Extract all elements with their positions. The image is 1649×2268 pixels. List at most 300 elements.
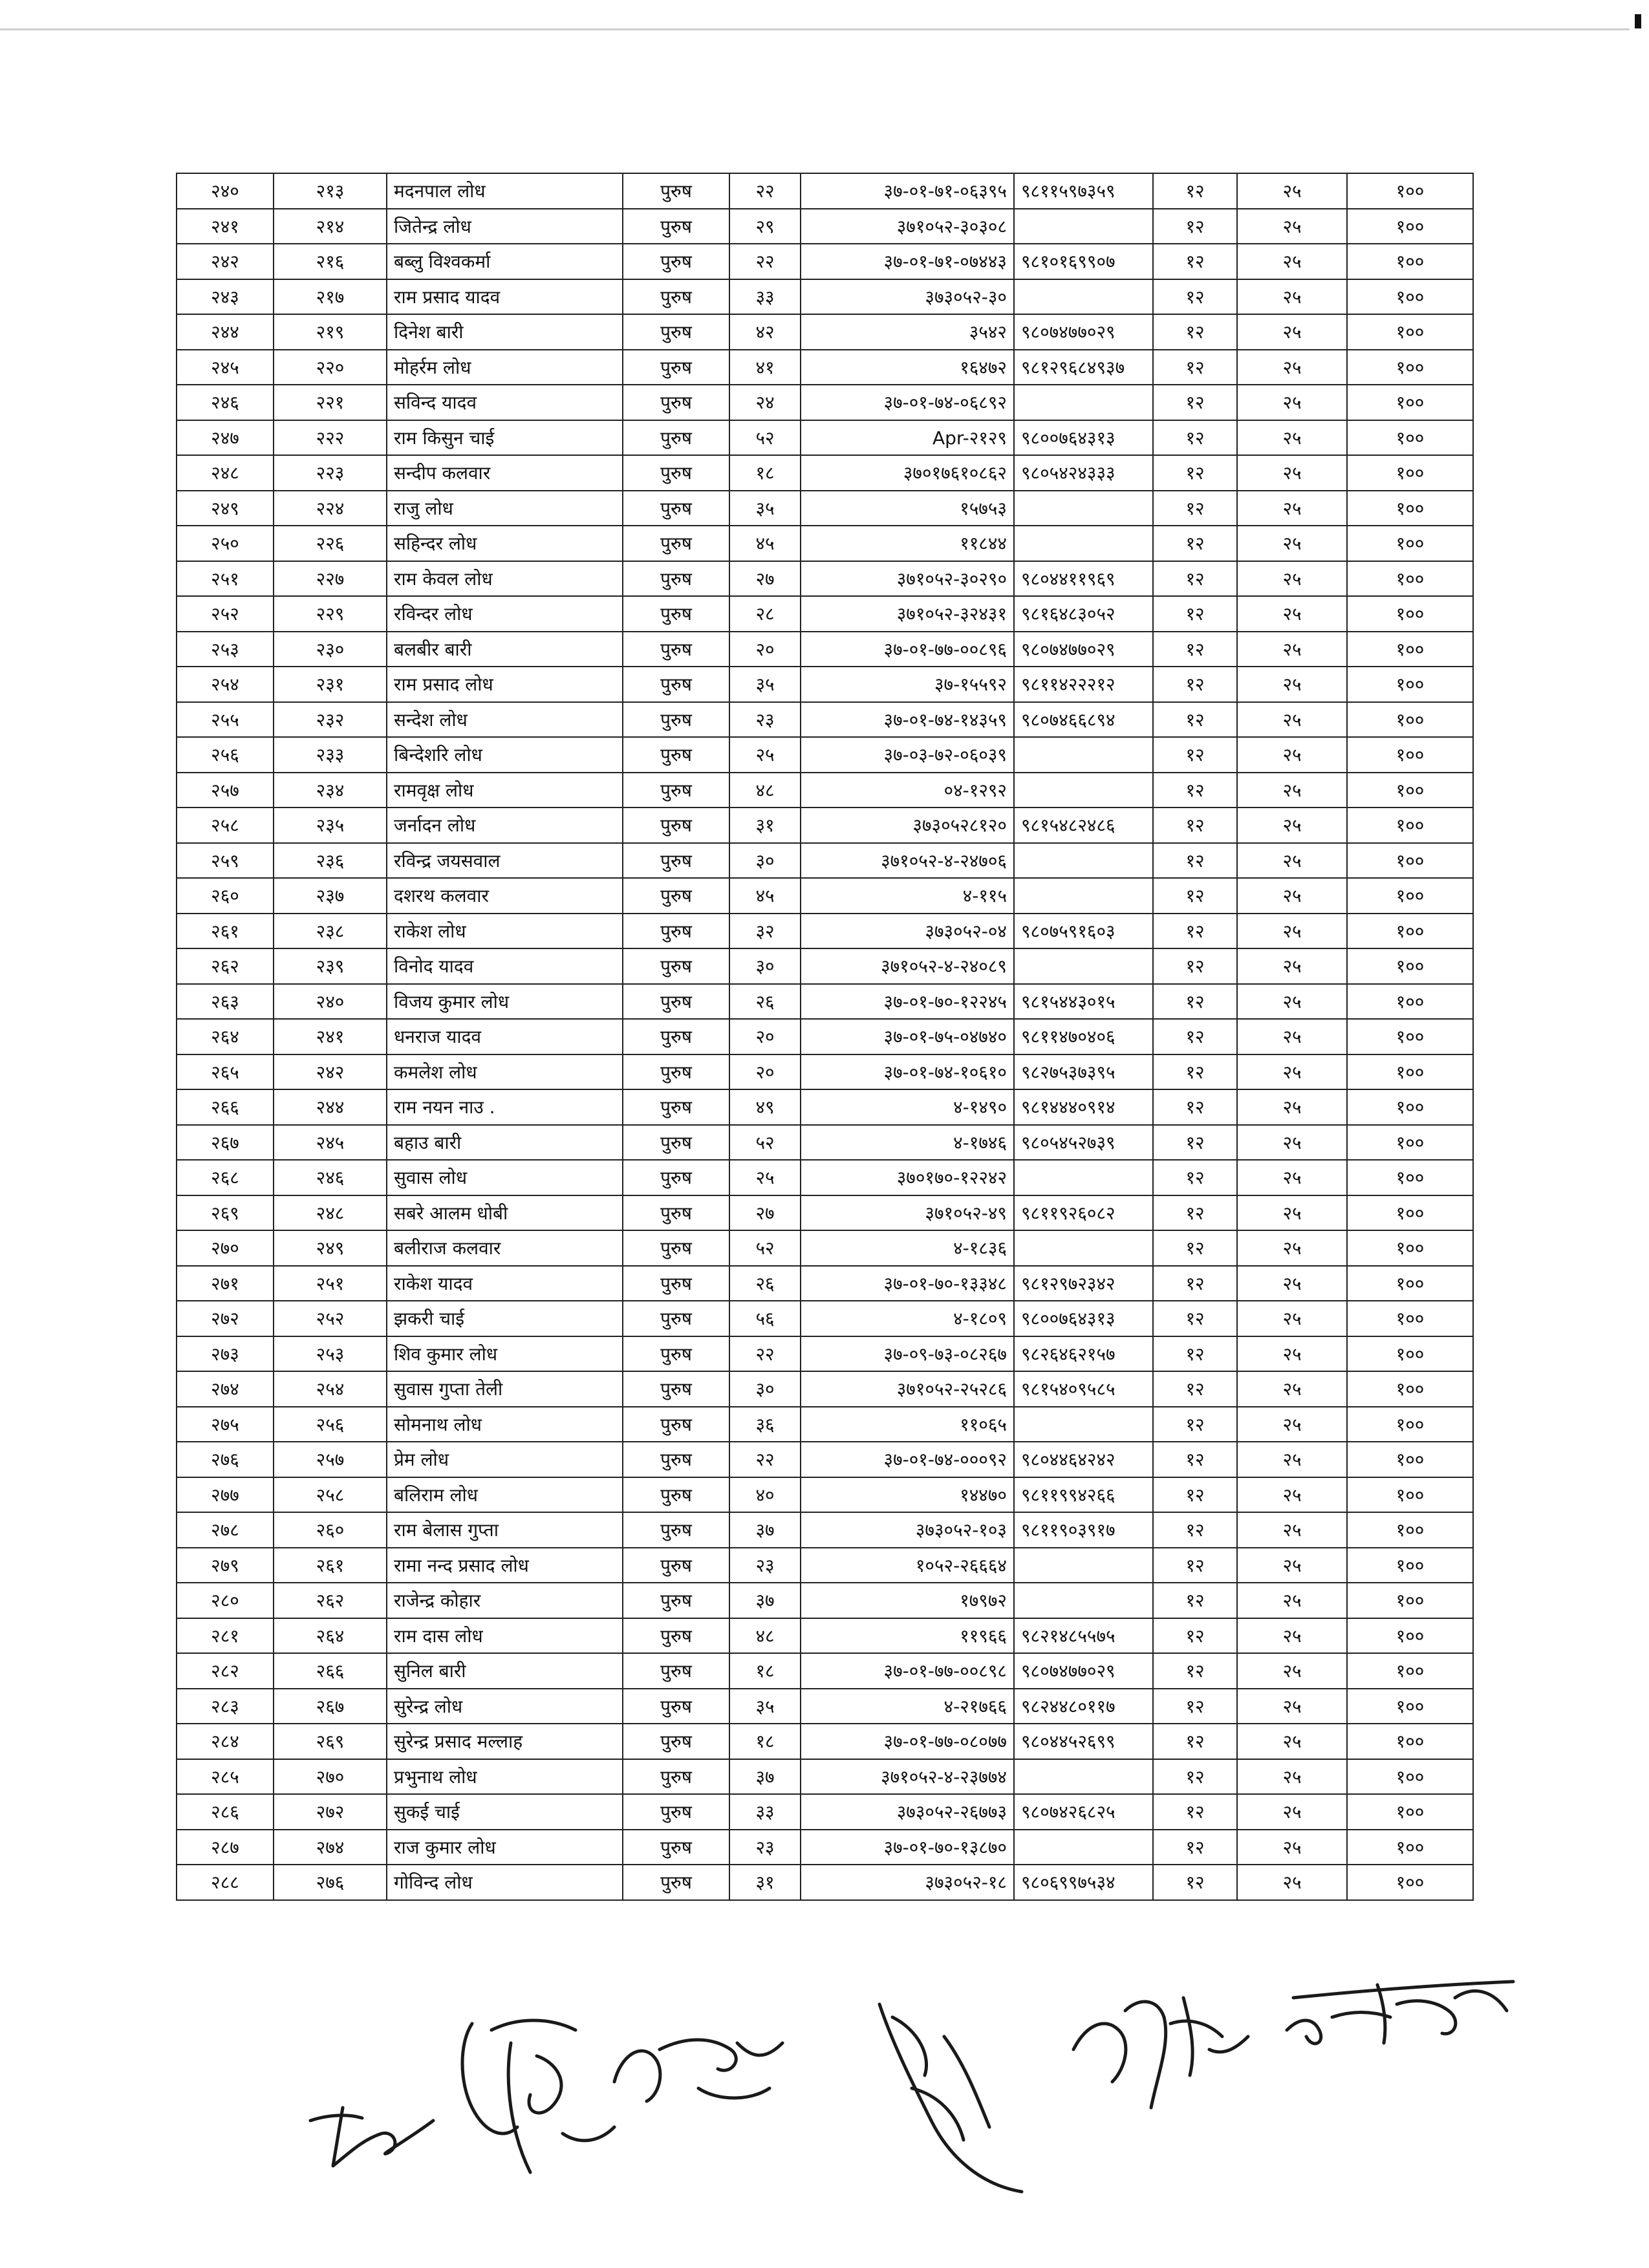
table-row [177,350,1473,385]
phone-number-cell: ९८२७५३७३९५ [1014,1054,1153,1090]
phone-number-cell: ९८०७४६६८९४ [1014,702,1153,738]
page-corner-mark [1635,14,1641,28]
value-1-cell: १२ [1153,737,1237,773]
gender-cell: पुरुष [623,1724,729,1759]
id-number-cell: २३३ [274,737,387,773]
name-cell: राम केवल लोध [387,561,623,597]
citizenship-number-cell: ३७-०१-७७-०८०७७ [801,1724,1014,1759]
table-row [177,244,1473,279]
amount-cell: १०० [1347,314,1473,350]
gender-cell: पुरुष [623,1371,729,1407]
amount-cell: १०० [1347,808,1473,843]
phone-number-cell: ९८१०१६९९०७ [1014,244,1153,279]
table-row [177,1548,1473,1583]
serial-number-cell: २५० [177,526,274,561]
gender-cell: पुरुष [623,209,729,244]
phone-number-cell [1014,1160,1153,1195]
value-2-cell: २५ [1237,596,1347,632]
age-cell: २२ [729,173,801,209]
id-number-cell: २५१ [274,1266,387,1301]
id-number-cell: २३६ [274,843,387,879]
citizenship-number-cell: ३७१०५२-३२४३१ [801,596,1014,632]
id-number-cell: २४६ [274,1160,387,1195]
value-2-cell: २५ [1237,632,1347,667]
gender-cell: पुरुष [623,1301,729,1336]
serial-number-cell: २६५ [177,1054,274,1090]
gender-cell: पुरुष [623,1442,729,1477]
value-1-cell: १२ [1153,1054,1237,1090]
id-number-cell: २३१ [274,667,387,702]
name-cell: बलीराज कलवार [387,1230,623,1266]
serial-number-cell: २७४ [177,1371,274,1407]
table-row [177,596,1473,632]
name-cell: सबरे आलम धोबी [387,1195,623,1231]
value-1-cell: १२ [1153,173,1237,209]
gender-cell: पुरुष [623,808,729,843]
value-1-cell: १२ [1153,1019,1237,1054]
amount-cell: १०० [1347,984,1473,1020]
age-cell: २८ [729,596,801,632]
serial-number-cell: २५२ [177,596,274,632]
phone-number-cell [1014,948,1153,984]
serial-number-cell: २६९ [177,1195,274,1231]
age-cell: २६ [729,1266,801,1301]
value-1-cell: १२ [1153,1865,1237,1900]
citizenship-number-cell: ४-१८३६ [801,1230,1014,1266]
amount-cell: १०० [1347,1689,1473,1724]
value-2-cell: २५ [1237,173,1347,209]
name-cell: प्रभुनाथ लोध [387,1759,623,1795]
amount-cell: १०० [1347,1653,1473,1689]
amount-cell: १०० [1347,1125,1473,1161]
amount-cell: १०० [1347,1407,1473,1442]
age-cell: २७ [729,1195,801,1231]
amount-cell: १०० [1347,914,1473,949]
id-number-cell: २१९ [274,314,387,350]
serial-number-cell: २८५ [177,1759,274,1795]
phone-number-cell: ९८०५४५२७३९ [1014,1125,1153,1161]
name-cell: रविन्द्र जयसवाल [387,843,623,879]
value-2-cell: २५ [1237,314,1347,350]
name-cell: सुरेन्द्र लोध [387,1689,623,1724]
value-2-cell: २५ [1237,420,1347,456]
age-cell: ३७ [729,1512,801,1548]
table-row [177,1125,1473,1161]
gender-cell: पुरुष [623,737,729,773]
age-cell: ३५ [729,1689,801,1724]
amount-cell: १०० [1347,1548,1473,1583]
table-row [177,1865,1473,1900]
amount-cell: १०० [1347,1160,1473,1195]
serial-number-cell: २४९ [177,491,274,526]
table-row [177,1266,1473,1301]
name-cell: राज कुमार लोध [387,1830,623,1865]
name-cell: सन्देश लोध [387,702,623,738]
gender-cell: पुरुष [623,385,729,420]
value-1-cell: १२ [1153,1830,1237,1865]
age-cell: १८ [729,455,801,491]
value-2-cell: २५ [1237,1195,1347,1231]
gender-cell: पुरुष [623,1759,729,1795]
age-cell: २० [729,632,801,667]
value-1-cell: १२ [1153,1301,1237,1336]
table-row [177,1583,1473,1618]
amount-cell: १०० [1347,773,1473,808]
amount-cell: १०० [1347,596,1473,632]
gender-cell: पुरुष [623,173,729,209]
name-cell: जर्नादन लोध [387,808,623,843]
id-number-cell: २७२ [274,1794,387,1830]
age-cell: ३७ [729,1583,801,1618]
age-cell: ३७ [729,1759,801,1795]
gender-cell: पुरुष [623,667,729,702]
table-row [177,455,1473,491]
phone-number-cell: ९८००७६४३१३ [1014,1301,1153,1336]
table-row [177,667,1473,702]
name-cell: राम दास लोध [387,1618,623,1654]
citizenship-number-cell: ३७०१७६१०८६२ [801,455,1014,491]
name-cell: बलिराम लोध [387,1477,623,1513]
serial-number-cell: २६० [177,878,274,914]
amount-cell: १०० [1347,1230,1473,1266]
gender-cell: पुरुष [623,948,729,984]
citizenship-number-cell: १७९७२ [801,1583,1014,1618]
amount-cell: १०० [1347,1794,1473,1830]
age-cell: ३३ [729,1794,801,1830]
id-number-cell: २३८ [274,914,387,949]
gender-cell: पुरुष [623,244,729,279]
age-cell: ४५ [729,878,801,914]
gender-cell: पुरुष [623,1512,729,1548]
records-body [177,173,1473,1900]
phone-number-cell: ९८००७६४३१३ [1014,420,1153,456]
table-row [177,491,1473,526]
amount-cell: १०० [1347,1054,1473,1090]
citizenship-number-cell: १०५२-२६६६४ [801,1548,1014,1583]
citizenship-number-cell: ३७१०५२-२५२८६ [801,1371,1014,1407]
name-cell: राम बेलास गुप्ता [387,1512,623,1548]
gender-cell: पुरुष [623,1583,729,1618]
phone-number-cell: ९८०४४५२६९९ [1014,1724,1153,1759]
name-cell: विजय कुमार लोध [387,984,623,1020]
value-1-cell: १२ [1153,948,1237,984]
id-number-cell: २६२ [274,1583,387,1618]
name-cell: सुवास लोध [387,1160,623,1195]
id-number-cell: २५८ [274,1477,387,1513]
value-2-cell: २५ [1237,1089,1347,1125]
citizenship-number-cell: ३७३०५२-१०३ [801,1512,1014,1548]
citizenship-number-cell: ३७३०५२-१८ [801,1865,1014,1900]
id-number-cell: २४० [274,984,387,1020]
id-number-cell: २२७ [274,561,387,597]
name-cell: धनराज यादव [387,1019,623,1054]
serial-number-cell: २७५ [177,1407,274,1442]
value-1-cell: १२ [1153,1336,1237,1372]
table-row [177,385,1473,420]
gender-cell: पुरुष [623,1794,729,1830]
gender-cell: पुरुष [623,1830,729,1865]
phone-number-cell: ९८१२९७२३४२ [1014,1266,1153,1301]
serial-number-cell: २७९ [177,1548,274,1583]
citizenship-number-cell: ३७३०५२-०४ [801,914,1014,949]
value-1-cell: १२ [1153,491,1237,526]
id-number-cell: २१४ [274,209,387,244]
gender-cell: पुरुष [623,1019,729,1054]
value-2-cell: २५ [1237,1548,1347,1583]
value-2-cell: २५ [1237,1689,1347,1724]
value-1-cell: १२ [1153,526,1237,561]
serial-number-cell: २७१ [177,1266,274,1301]
value-2-cell: २५ [1237,667,1347,702]
serial-number-cell: २४७ [177,420,274,456]
gender-cell: पुरुष [623,1125,729,1161]
signature-4 [854,1991,1048,2205]
table-row [177,1407,1473,1442]
value-2-cell: २५ [1237,1054,1347,1090]
id-number-cell: २१३ [274,173,387,209]
id-number-cell: २३४ [274,773,387,808]
serial-number-cell: २६३ [177,984,274,1020]
value-2-cell: २५ [1237,561,1347,597]
id-number-cell: २५२ [274,1301,387,1336]
name-cell: राजेन्द्र कोहार [387,1583,623,1618]
serial-number-cell: २६८ [177,1160,274,1195]
value-1-cell: १२ [1153,596,1237,632]
citizenship-number-cell: ३७-०१-७४-०००९२ [801,1442,1014,1477]
table-row [177,1230,1473,1266]
serial-number-cell: २५३ [177,632,274,667]
amount-cell: १०० [1347,1371,1473,1407]
value-1-cell: १२ [1153,1266,1237,1301]
value-1-cell: १२ [1153,773,1237,808]
citizenship-number-cell: ३७-०९-७३-०८२६७ [801,1336,1014,1372]
value-1-cell: १२ [1153,1618,1237,1654]
gender-cell: पुरुष [623,1407,729,1442]
name-cell: दशरथ कलवार [387,878,623,914]
citizenship-number-cell: ३७-०१-७१-०७४४३ [801,244,1014,279]
citizenship-number-cell: ३७१०५२-४-२४७०६ [801,843,1014,879]
phone-number-cell [1014,1548,1153,1583]
id-number-cell: २६४ [274,1618,387,1654]
citizenship-number-cell: ११९६६ [801,1618,1014,1654]
amount-cell: १०० [1347,561,1473,597]
value-1-cell: १२ [1153,667,1237,702]
amount-cell: १०० [1347,667,1473,702]
phone-number-cell [1014,1230,1153,1266]
age-cell: ३३ [729,279,801,315]
citizenship-number-cell: ३७-०१-७०-१२२४५ [801,984,1014,1020]
id-number-cell: २७४ [274,1830,387,1865]
phone-number-cell: ९८०४४११९६९ [1014,561,1153,597]
table-row [177,1724,1473,1759]
name-cell: बब्लु विश्वकर्मा [387,244,623,279]
serial-number-cell: २४३ [177,279,274,315]
amount-cell: १०० [1347,455,1473,491]
citizenship-number-cell: ३७-०१-७४-०६८९२ [801,385,1014,420]
gender-cell: पुरुष [623,1054,729,1090]
citizenship-number-cell: ११८४४ [801,526,1014,561]
phone-number-cell [1014,773,1153,808]
value-1-cell: १२ [1153,385,1237,420]
gender-cell: पुरुष [623,702,729,738]
age-cell: २३ [729,702,801,738]
table-row [177,561,1473,597]
name-cell: सुकई चाई [387,1794,623,1830]
citizenship-number-cell: ३७-०१-७०-१३८७० [801,1830,1014,1865]
id-number-cell: २५३ [274,1336,387,1372]
name-cell: राजु लोध [387,491,623,526]
gender-cell: पुरुष [623,843,729,879]
serial-number-cell: २४२ [177,244,274,279]
value-2-cell: २५ [1237,385,1347,420]
phone-number-cell [1014,1407,1153,1442]
age-cell: ४८ [729,1618,801,1654]
id-number-cell: २३० [274,632,387,667]
citizenship-number-cell: Apr-२१२९ [801,420,1014,456]
citizenship-number-cell: ४-२१७६६ [801,1689,1014,1724]
value-1-cell: १२ [1153,1724,1237,1759]
id-number-cell: २१७ [274,279,387,315]
citizenship-number-cell: ३७१०५२-३०३०८ [801,209,1014,244]
value-1-cell: १२ [1153,1407,1237,1442]
serial-number-cell: २७७ [177,1477,274,1513]
gender-cell: पुरुष [623,1336,729,1372]
serial-number-cell: २५५ [177,702,274,738]
serial-number-cell: २७६ [177,1442,274,1477]
age-cell: ४२ [729,314,801,350]
phone-number-cell: ९८०७४७७०२९ [1014,632,1153,667]
age-cell: २२ [729,244,801,279]
citizenship-number-cell: ३७३०५२-३० [801,279,1014,315]
name-cell: प्रेम लोध [387,1442,623,1477]
value-2-cell: २५ [1237,948,1347,984]
age-cell: २० [729,1054,801,1090]
age-cell: ५६ [729,1301,801,1336]
gender-cell: पुरुष [623,561,729,597]
amount-cell: १०० [1347,491,1473,526]
serial-number-cell: २७० [177,1230,274,1266]
value-1-cell: १२ [1153,1371,1237,1407]
id-number-cell: २३५ [274,808,387,843]
value-1-cell: १२ [1153,984,1237,1020]
table-row [177,1689,1473,1724]
amount-cell: १०० [1347,702,1473,738]
gender-cell: पुरुष [623,1653,729,1689]
phone-number-cell: ९८११५९७३५९ [1014,173,1153,209]
amount-cell: १०० [1347,244,1473,279]
gender-cell: पुरुष [623,420,729,456]
id-number-cell: २२१ [274,385,387,420]
signature-5 [1061,1972,1255,2121]
amount-cell: १०० [1347,632,1473,667]
value-1-cell: १२ [1153,843,1237,879]
id-number-cell: २३९ [274,948,387,984]
value-1-cell: १२ [1153,1160,1237,1195]
citizenship-number-cell: ३७-०१-७७-००८९८ [801,1653,1014,1689]
serial-number-cell: २४५ [177,350,274,385]
table-row [177,702,1473,738]
phone-number-cell [1014,878,1153,914]
amount-cell: १०० [1347,1336,1473,1372]
table-row [177,1336,1473,1372]
value-1-cell: १२ [1153,1689,1237,1724]
value-1-cell: १२ [1153,632,1237,667]
gender-cell: पुरुष [623,1865,729,1900]
amount-cell: १०० [1347,420,1473,456]
value-1-cell: १२ [1153,702,1237,738]
value-2-cell: २५ [1237,244,1347,279]
table-row [177,279,1473,315]
id-number-cell: २३२ [274,702,387,738]
name-cell: दिनेश बारी [387,314,623,350]
value-1-cell: १२ [1153,1512,1237,1548]
age-cell: २३ [729,1830,801,1865]
gender-cell: पुरुष [623,1266,729,1301]
age-cell: २६ [729,984,801,1020]
serial-number-cell: २४४ [177,314,274,350]
value-2-cell: २५ [1237,878,1347,914]
gender-cell: पुरुष [623,914,729,949]
citizenship-number-cell: ३७-०१-७४-१४३५९ [801,702,1014,738]
name-cell: राम प्रसाद लोध [387,667,623,702]
gender-cell: पुरुष [623,984,729,1020]
amount-cell: १०० [1347,1512,1473,1548]
citizenship-number-cell: ३७-०१-७५-०४७४० [801,1019,1014,1054]
name-cell: विनोद यादव [387,948,623,984]
id-number-cell: २४२ [274,1054,387,1090]
id-number-cell: २२६ [274,526,387,561]
value-2-cell: २५ [1237,808,1347,843]
serial-number-cell: २८६ [177,1794,274,1830]
phone-number-cell: ९८११४२२२१२ [1014,667,1153,702]
gender-cell: पुरुष [623,1618,729,1654]
id-number-cell: २४८ [274,1195,387,1231]
value-1-cell: १२ [1153,1794,1237,1830]
age-cell: २५ [729,1160,801,1195]
table-row [177,1477,1473,1513]
phone-number-cell: ९८१५४४३०१५ [1014,984,1153,1020]
value-1-cell: १२ [1153,1125,1237,1161]
citizenship-number-cell: ३७-०३-७२-०६०३९ [801,737,1014,773]
value-2-cell: २५ [1237,1512,1347,1548]
name-cell: राम नयन नाउ . [387,1089,623,1125]
gender-cell: पुरुष [623,1089,729,1125]
age-cell: ३१ [729,1865,801,1900]
value-2-cell: २५ [1237,1230,1347,1266]
table-row [177,420,1473,456]
age-cell: ३१ [729,808,801,843]
value-2-cell: २५ [1237,702,1347,738]
table-row [177,878,1473,914]
citizenship-number-cell: ३७०१७०-१२२४२ [801,1160,1014,1195]
citizenship-number-cell: ३७-०१-७१-०६३९५ [801,173,1014,209]
serial-number-cell: २५४ [177,667,274,702]
value-2-cell: २५ [1237,1019,1347,1054]
value-2-cell: २५ [1237,914,1347,949]
value-2-cell: २५ [1237,1794,1347,1830]
phone-number-cell [1014,1583,1153,1618]
value-1-cell: १२ [1153,808,1237,843]
id-number-cell: २७० [274,1759,387,1795]
name-cell: सुवास गुप्ता तेली [387,1371,623,1407]
phone-number-cell: ९८१५४८२४८६ [1014,808,1153,843]
table-row [177,526,1473,561]
gender-cell: पुरुष [623,596,729,632]
serial-number-cell: २५६ [177,737,274,773]
value-2-cell: २५ [1237,455,1347,491]
serial-number-cell: २६६ [177,1089,274,1125]
value-1-cell: १२ [1153,1548,1237,1583]
